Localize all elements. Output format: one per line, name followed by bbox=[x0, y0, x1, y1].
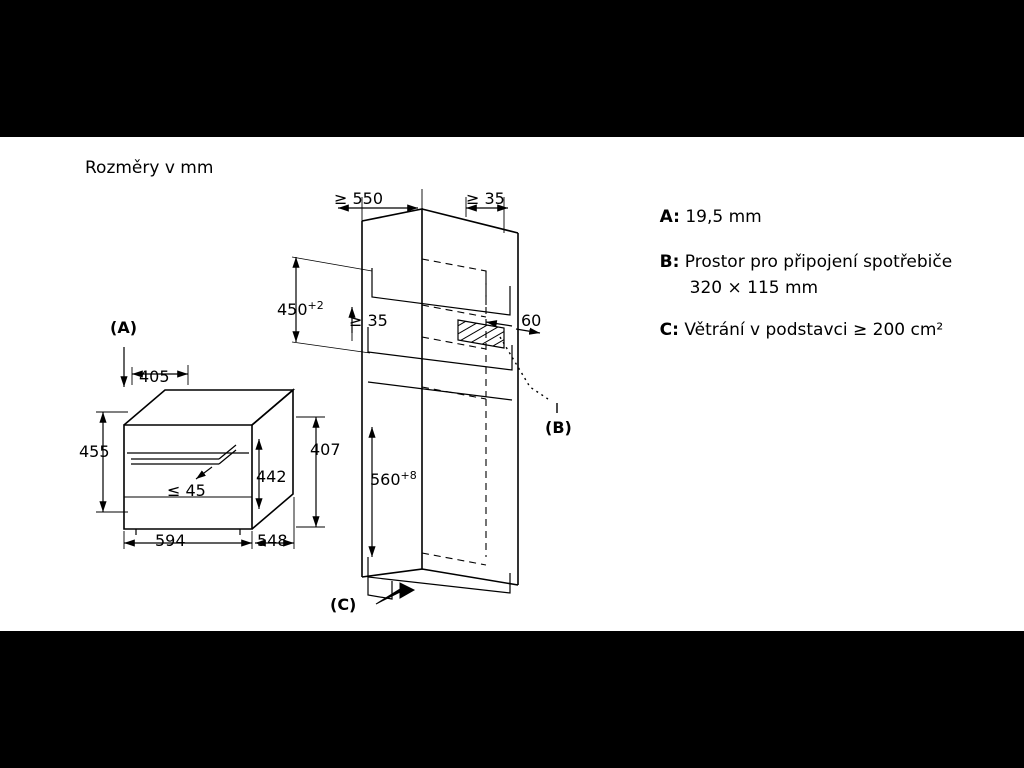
legend-c-value: Větrání v podstavci ≥ 200 cm² bbox=[684, 320, 944, 340]
legend-b-value-line2: 320 × 115 mm bbox=[689, 278, 819, 298]
dim-450: $450^{+2}$ bbox=[277, 299, 324, 319]
niche-dimension-labels bbox=[277, 189, 572, 614]
legend-a-value: 19,5 mm bbox=[685, 207, 762, 227]
dim-niche-depth: ≥ 550 bbox=[334, 189, 384, 208]
oven-dimension-labels bbox=[79, 318, 341, 550]
dim-gap-top: ≥ 35 bbox=[466, 189, 505, 208]
dim-gap-mid: ≥ 35 bbox=[349, 311, 388, 330]
dim-60: 60 bbox=[521, 311, 542, 330]
dim-594: 594 bbox=[155, 531, 186, 550]
technical-drawing bbox=[0, 137, 1024, 631]
dim-548: 548 bbox=[257, 531, 288, 550]
legend-b-key: B: bbox=[659, 252, 680, 272]
dim-455: 455 bbox=[79, 442, 110, 461]
niche-cabinet-drawing bbox=[362, 209, 518, 604]
dim-405: 405 bbox=[139, 367, 170, 386]
page-title: Rozměry v mm bbox=[85, 158, 214, 178]
marker-b: (B) bbox=[545, 418, 572, 437]
legend-b-value: Prostor pro připojení spotřebiče bbox=[684, 252, 953, 272]
dim-door-gap: ≤ 45 bbox=[167, 481, 206, 500]
legend-c-key: C: bbox=[659, 320, 679, 340]
dim-560: $560^{+8}$ bbox=[370, 469, 417, 489]
dim-442: 442 bbox=[256, 467, 287, 486]
oven-appliance-drawing bbox=[124, 390, 293, 535]
legend-a-key: A: bbox=[659, 207, 680, 227]
dim-407: 407 bbox=[310, 440, 341, 459]
marker-a: (A) bbox=[110, 318, 138, 337]
marker-c: (C) bbox=[330, 595, 357, 614]
oven-dimension-lines bbox=[96, 347, 325, 549]
